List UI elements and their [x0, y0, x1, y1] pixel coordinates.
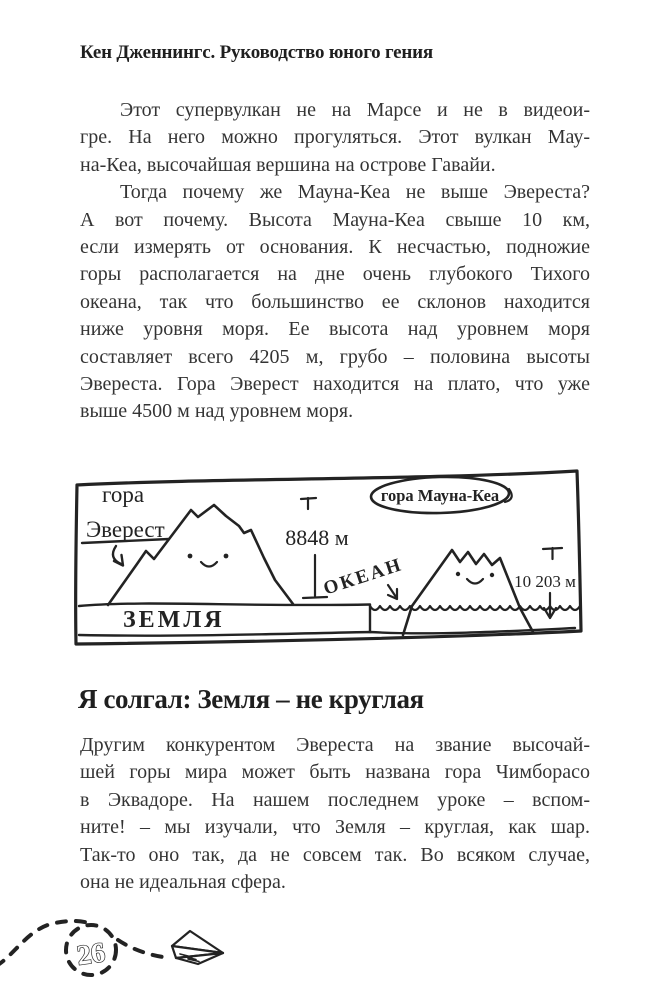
everest-label-line2: Эверест — [86, 517, 165, 542]
section-heading: Я солгал: Земля – не круглая — [78, 684, 424, 714]
ocean-waves — [370, 606, 580, 610]
ocean-label: ОКЕАН — [320, 554, 406, 600]
flight-path-dashes-exit — [118, 940, 163, 957]
everest-face — [188, 554, 229, 567]
maunakea-label: гора Мауна-Кеа — [380, 486, 500, 505]
ocean-pointer-arrow — [388, 585, 397, 599]
paper-airplane-icon — [172, 931, 223, 964]
footer-doodle — [0, 910, 270, 998]
paragraph: Этот супервулкан не на Марсе и не в видеои- гре. На него можно прогуляться. Этот вулкан Мау- на-Кеа, высочайшая вершина на острове Гавайи. — [80, 99, 590, 176]
paragraph: Тогда почему же Мауна-Кеа не выше Эвереста? А вот почему. Высота Мауна-Кеа свыше 10 км, если измерять от основания. К несчастью, подножие горы располагается на дне очень глубокого Тихого океана, так что большинство ее склонов находится ниже уровня моря. Ее высота над уровнем моря составляет всего 4205 м, грубо – половина высоты Эвереста. Гора Эверест находится на плато, что уже выше 4500 м над уровнем моря. — [80, 181, 590, 423]
page-number: 26 — [75, 937, 108, 972]
ground-line — [79, 603, 370, 606]
everest-pointer-arrow — [113, 546, 123, 566]
body-text-top — [80, 97, 590, 426]
mount-maunakea — [403, 550, 533, 635]
earth-label: ЗЕМЛЯ — [123, 607, 225, 633]
maunakea-face — [456, 572, 494, 584]
paragraph: Другим конкурентом Эвереста на звание высочай- шей горы мира может быть названа гора Чимборасо в Эквадоре. На нашем последнем уроке – вспом- ните! – мы изучали, что Земля – круглая, как шар. Так-то оно так, да не совсем так. Во всяком случае, она не идеальная сфера. — [80, 734, 590, 894]
figure-everest-maunakea — [74, 468, 591, 654]
maunakea-height-label: 10 203 м — [514, 572, 576, 591]
everest-label-line1: гора — [102, 482, 145, 507]
everest-height-label: 8848 м — [285, 525, 349, 550]
body-text-bottom — [80, 732, 590, 896]
running-header: Кен Дженнингс. Руководство юного гения — [80, 42, 433, 63]
